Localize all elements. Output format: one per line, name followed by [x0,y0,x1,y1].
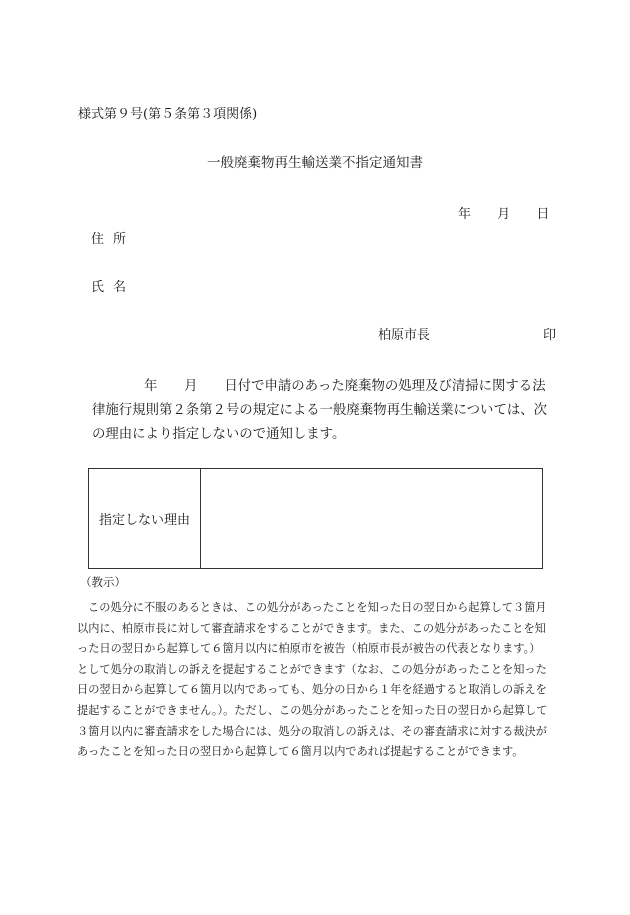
notice-line: 日の翌日から起算して６箇月以内であっても、処分の日から１年を経過すると取消しの訴えを [77,683,547,697]
address-label: 住所 [91,232,136,247]
reason-label: 指定しない理由 [89,469,201,568]
notice-line: ３箇月以内に審査請求をした場合には、処分の取消しの訴えは、その審査請求に対する裁決が [77,724,547,738]
body-paragraph [92,375,562,447]
body-line: 律施行規則第２条第２号の規定による一般廃棄物再生輸送業については、次 [92,403,548,418]
reason-value[interactable] [201,469,542,568]
date-month: 月 [497,207,511,222]
document-title: 一般廃棄物再生輸送業不指定通知書 [207,155,423,171]
issuer: 柏原市長 [378,328,431,343]
date-year: 年 [458,207,472,222]
reason-table [88,468,543,569]
notice-line: 提起することができません。）。ただし、この処分があったことを知った日の翌日から起算して [77,703,548,717]
date-day: 日 [536,207,550,222]
body-line: の理由により指定しないので通知します。 [92,427,346,442]
date-line [458,203,549,222]
notice-heading: （教示） [80,575,126,589]
body-line: 年 月 日付で申請のあった廃棄物の処理及び清掃に関する法 [144,379,546,394]
seal-mark: 印 [543,328,557,343]
notice-text [77,598,557,763]
notice-line: として処分の取消しの訴えを提起することができます（なお、この処分があったことを知った [77,662,547,676]
notice-line: あったことを知った日の翌日から起算して６箇月以内であれば提起することができます。 [77,745,524,759]
name-label: 氏名 [91,280,136,295]
notice-line: った日の翌日から起算して６箇月以内に柏原市を被告（柏原市長が被告の代表となります。） [77,642,541,656]
notice-line: この処分に不服のあるときは、この処分があったことを知った日の翌日から起算して３箇月 [88,601,547,614]
form-number: 様式第９号(第５条第３項関係) [78,107,258,122]
notice-line: 以内に、柏原市長に対して審査請求をすることができます。また、この処分があったことを知 [77,621,546,635]
